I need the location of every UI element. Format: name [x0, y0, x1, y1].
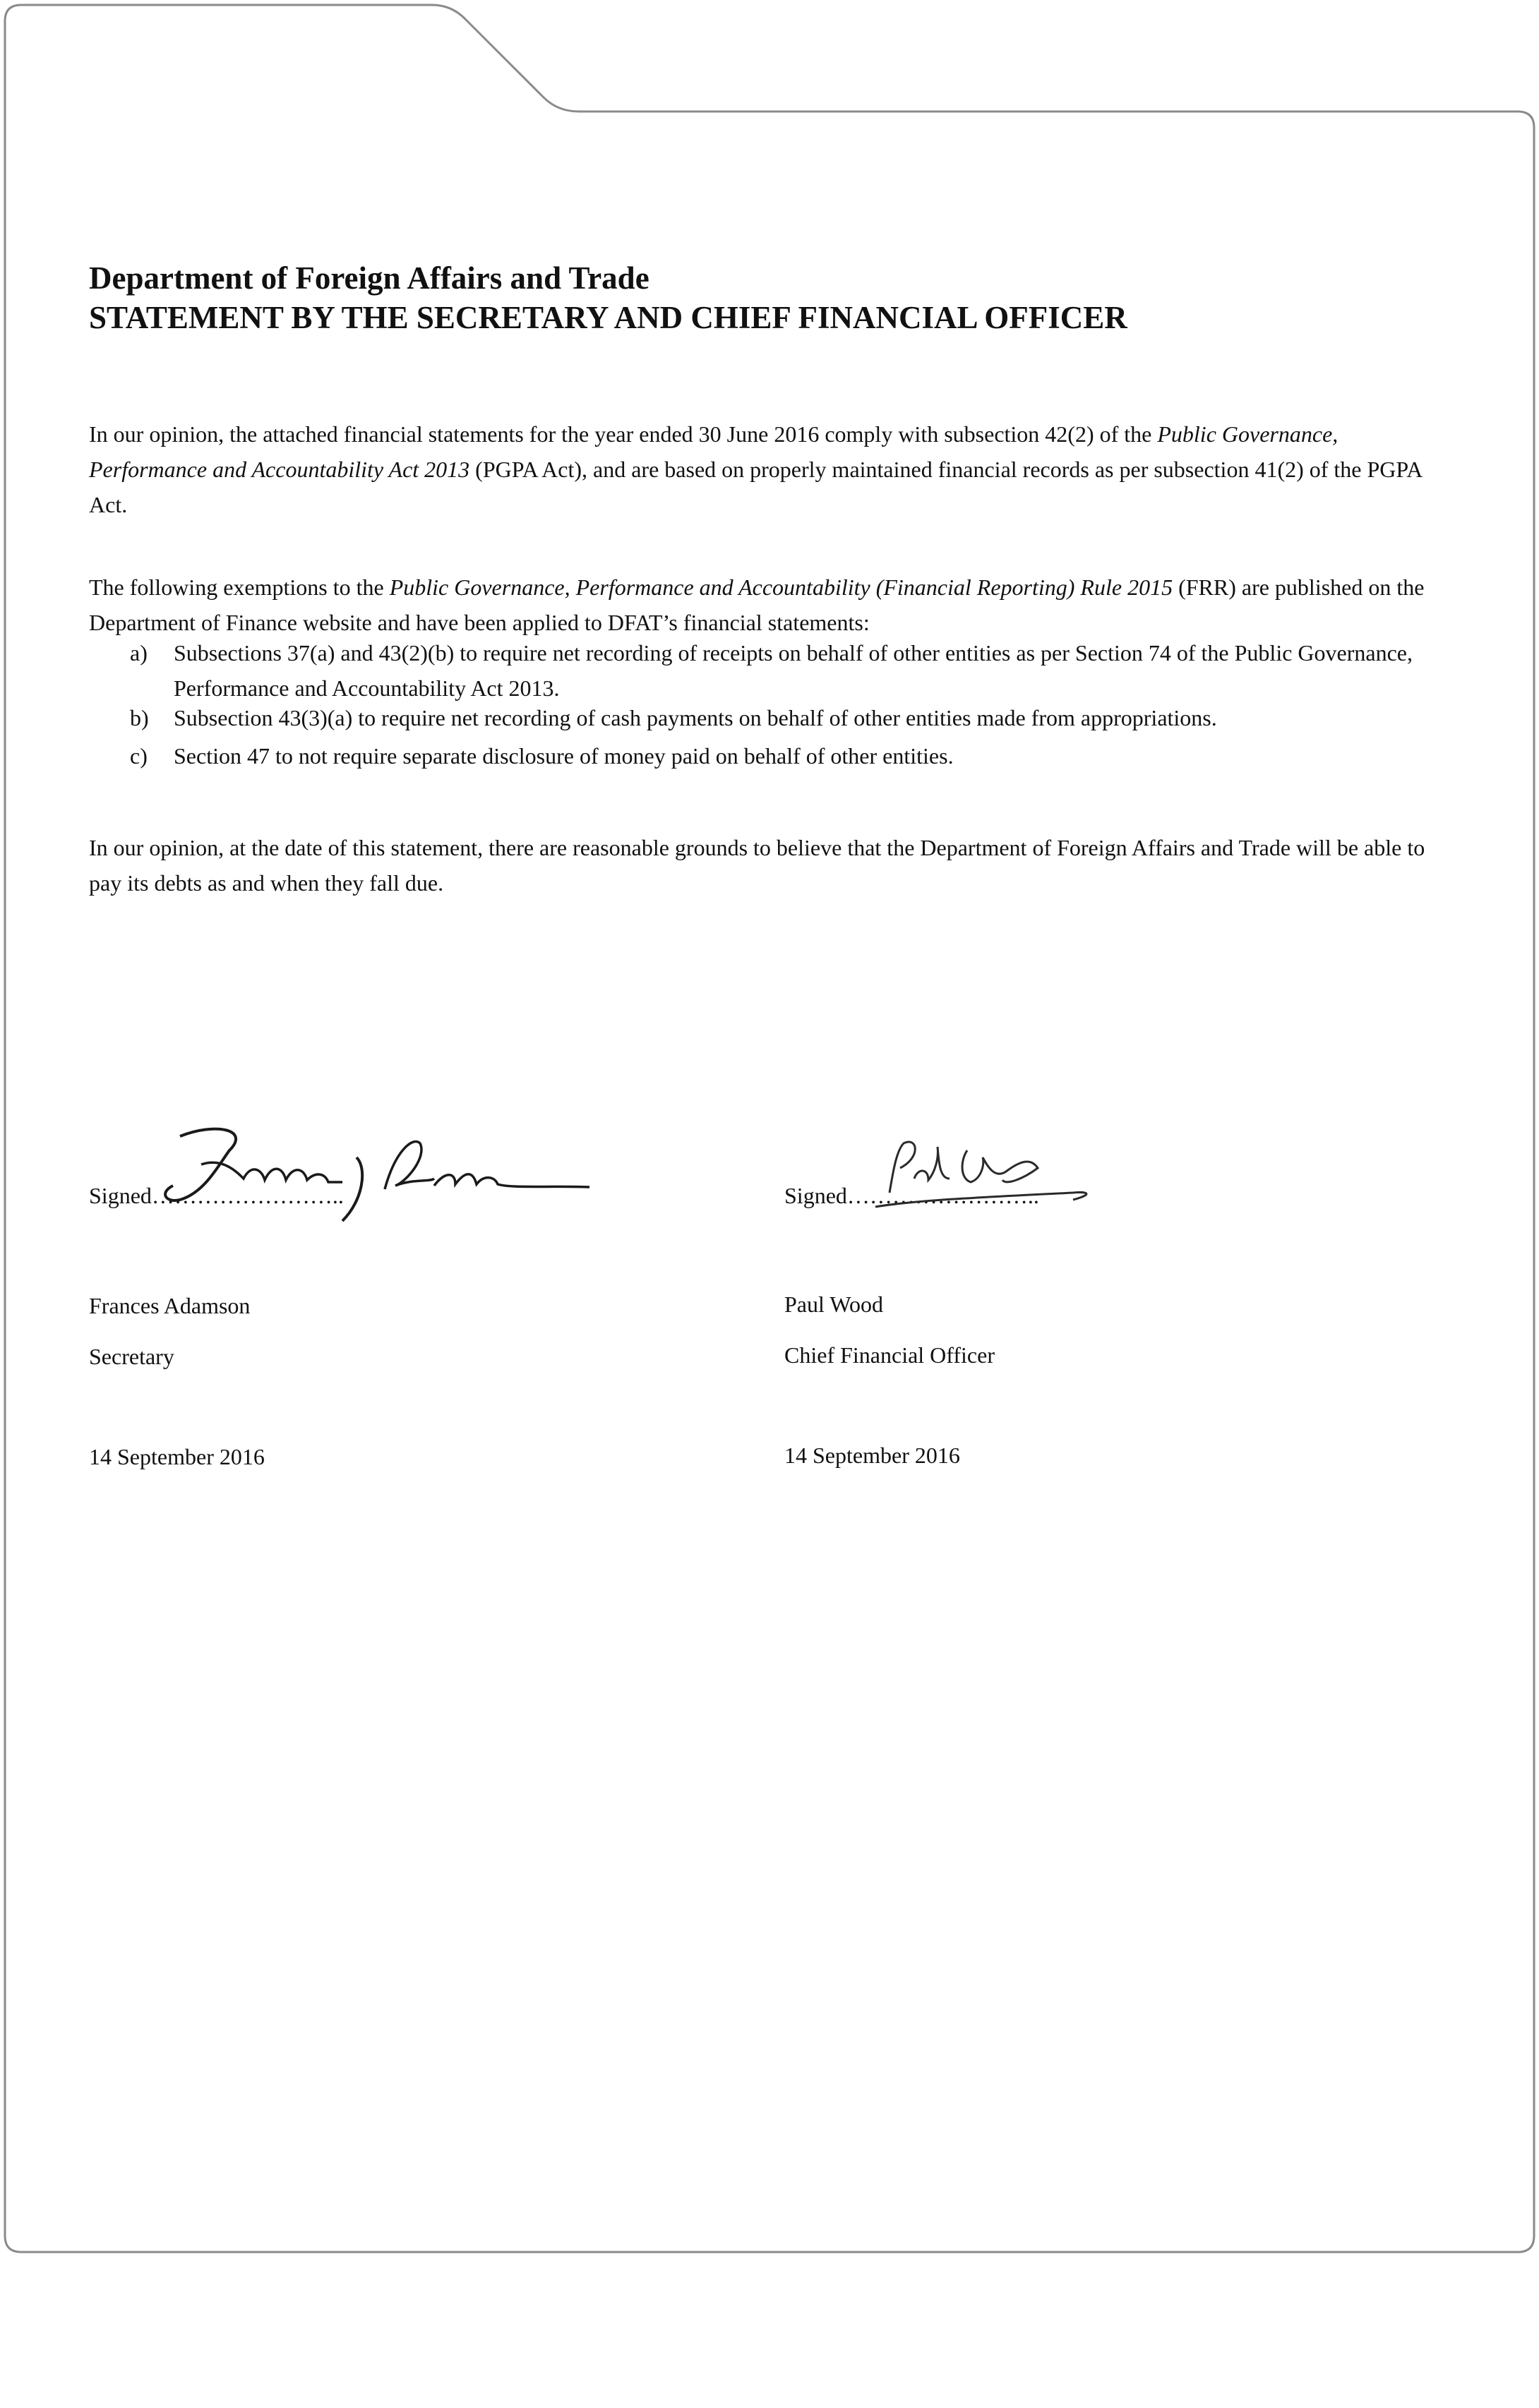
exemptions-text-a: The following exemptions to the [89, 574, 390, 600]
department-heading: Department of Foreign Affairs and Trade [89, 260, 649, 296]
exemption-item-b [0, 700, 1539, 735]
exemptions-text-c: (FRR) are published on the Department of Finance website and have been applied to DFAT’s financial statements: [89, 574, 1425, 635]
exemption-marker: c) [130, 743, 148, 769]
signature-dots: …………………….. [151, 1183, 344, 1208]
opinion-paragraph [89, 416, 1459, 522]
opinion-text-a: In our opinion, the attached financial statements for the year ended 30 June 2016 comply with subsection 42(2) of the [89, 421, 1158, 447]
exemption-text: Subsections 37(a) and 43(2)(b) to require net recording of receipts on behalf of other entities as per Section 74 of the Public Governance, Performance and Accountability Act 2013. [174, 640, 1413, 701]
signed-label: Signed [89, 1183, 152, 1208]
exemption-marker: a) [130, 640, 148, 666]
signed-label: Signed [784, 1183, 847, 1208]
opinion-text-c: (PGPA Act), and are based on properly maintained financial records as per subsection 41(2) of the PGPA Act. [89, 457, 1422, 517]
exemption-marker: b) [130, 705, 149, 730]
exemption-text: Subsection 43(3)(a) to require net recording of cash payments on behalf of other entities made from appropriations. [174, 705, 1217, 730]
signature-frances-adamson [152, 1115, 604, 1228]
exemption-text: Section 47 to not require separate disclosure of money paid on behalf of other entities. [174, 743, 954, 769]
signatory-role: Secretary [89, 1344, 174, 1369]
signature-date: 14 September 2016 [784, 1443, 960, 1468]
exemption-item-c [0, 738, 1539, 773]
solvency-paragraph: In our opinion, at the date of this statement, there are reasonable grounds to believe that the Department of Foreign Affairs and Trade will be able to pay its debts as and when they fall due. [89, 835, 1425, 896]
signatory-name: Paul Wood [784, 1292, 883, 1317]
statement-title: STATEMENT BY THE SECRETARY AND CHIEF FINANCIAL OFFICER [89, 300, 1127, 335]
signature-paul-wood [861, 1129, 1130, 1228]
signature-date: 14 September 2016 [89, 1444, 265, 1469]
signatory-role: Chief Financial Officer [784, 1342, 995, 1368]
signatory-name: Frances Adamson [89, 1293, 251, 1318]
signature-dots: …………………….. [846, 1183, 1039, 1208]
opinion-act-title: Public Governance, Performance and Accountability Act 2013 [89, 421, 1339, 482]
exemptions-intro-paragraph [89, 570, 1459, 640]
exemption-item-a [0, 635, 1539, 706]
exemptions-rule-title: Public Governance, Performance and Accountability (Financial Reporting) Rule 2015 [389, 574, 1173, 600]
